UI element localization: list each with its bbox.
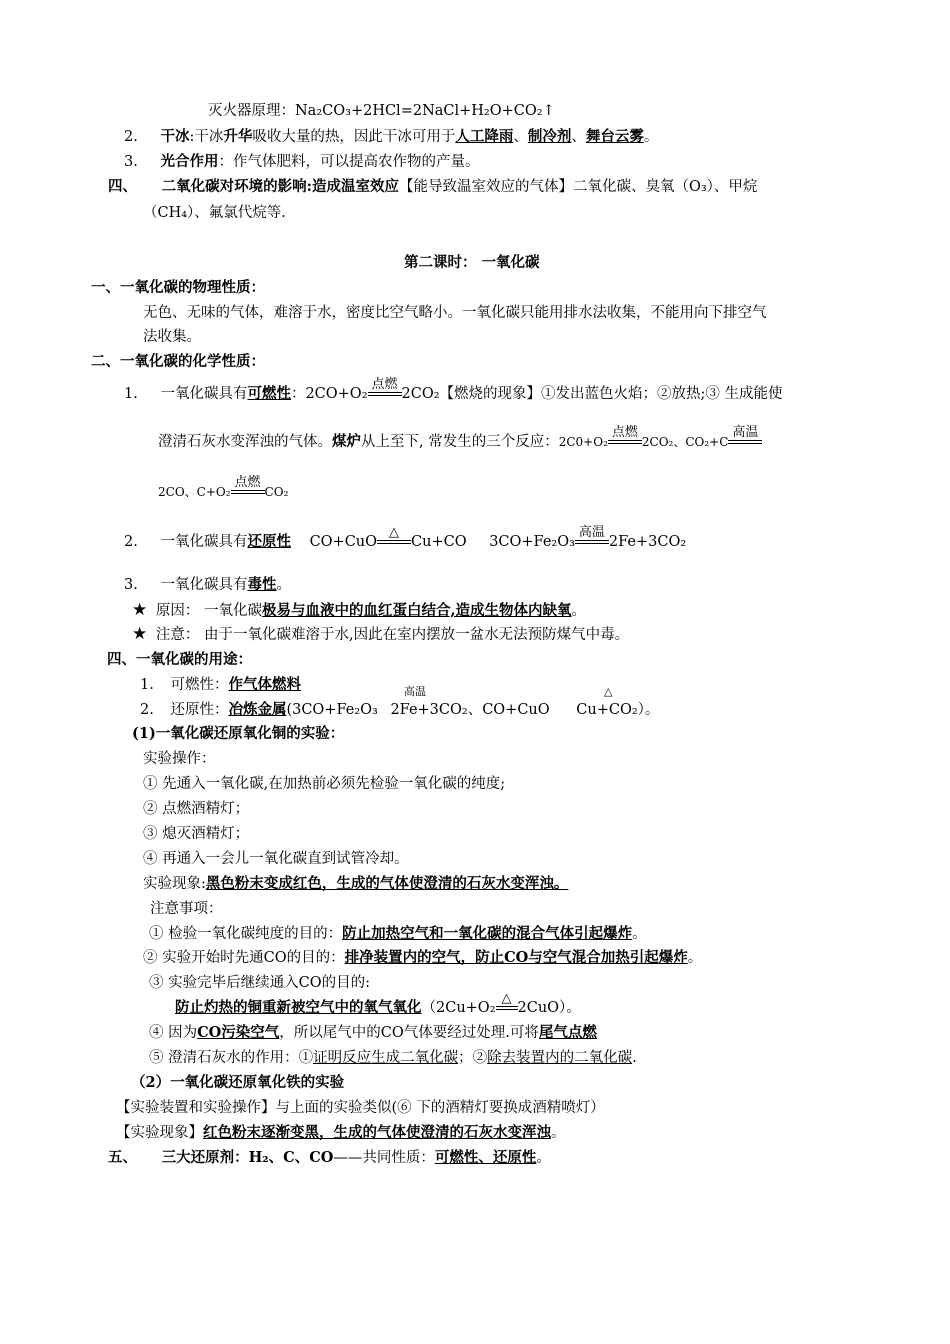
common-properties: 可燃性、还原性: [434, 1149, 537, 1166]
section-physical-heading: 一、一氧化碳的物理性质：: [91, 279, 265, 296]
section-number: 五、: [108, 1149, 137, 1166]
flammability-line: [124, 377, 783, 404]
equation: 2Fe+3CO₂: [608, 534, 687, 550]
text: 注意： 由于一氧化碳难溶于水,因此在室内摆放一盆水无法预防煤气中毒。: [155, 627, 630, 643]
operation-step-2: ② 点燃酒精灯；: [143, 801, 250, 817]
use-metal-line: [140, 700, 659, 720]
text: 从上至下, 常发生的三个反应：: [361, 434, 559, 450]
equation-left: ：2CO+O₂: [290, 386, 368, 402]
equation: 2CuO）。: [517, 1000, 581, 1016]
text: 【实验现象】: [116, 1125, 203, 1141]
item-number: 1.: [124, 386, 138, 402]
text: 【能导致温室效应的气体】二氧化碳、臭氧（O₃）、甲烷: [398, 179, 758, 195]
text: 。: [551, 1125, 566, 1141]
caution-line: [132, 624, 629, 645]
note-5: [149, 1048, 637, 1068]
reason-line: [132, 600, 586, 621]
environment-heading: 二氧化碳对环境的影响:造成温室效应: [161, 178, 399, 195]
equation: 2CO、C+O₂: [158, 485, 231, 499]
operation-heading: 实验操作：: [143, 751, 216, 767]
experiment-2-heading: （2）一氧化碳还原氧化铁的实验: [131, 1074, 345, 1091]
star-icon: ★: [132, 624, 148, 644]
stove-line-cont: [158, 475, 289, 502]
artificial-rain: 人工降雨: [455, 128, 514, 145]
text: .: [632, 1050, 637, 1066]
experiment-1-heading: (1)一氧化碳还原氧化铜的实验：: [132, 725, 345, 742]
heat-condition: [377, 525, 411, 549]
photosynthesis-line: [124, 152, 479, 172]
text: 实验现象:: [143, 876, 206, 892]
text: 一氧化碳具有: [160, 386, 248, 402]
burn-label: 点燃: [234, 475, 261, 490]
text: 。: [643, 129, 659, 145]
heat-label-small: △: [604, 685, 613, 698]
text: 。: [632, 926, 647, 942]
metal-smelting-term: 冶炼金属: [228, 701, 287, 718]
equation: (3CO+Fe₂O₃: [286, 702, 378, 718]
burn-condition: [608, 425, 642, 449]
extinguisher-equation: 灭火器原理：Na₂CO₃+2HCl=2NaCl+H₂O+CO₂↑: [208, 103, 555, 119]
text: 。: [536, 1150, 551, 1166]
item-number: 2.: [124, 129, 138, 145]
equation: Cu+CO₂）。: [576, 702, 660, 718]
text: ④ 因为: [149, 1025, 198, 1041]
environment-line-cont: （CH₄）、氟氯代烷等.: [143, 205, 286, 221]
physical-text-1: 无色、无味的气体，难溶于水，密度比空气略小。一氧化碳只能用排水法收集，不能用向下排空气: [143, 305, 767, 321]
item-number: 1.: [140, 677, 154, 693]
section-chemical-heading: 二、一氧化碳的化学性质：: [91, 353, 265, 370]
physical-text-2: 法收集。: [143, 329, 201, 345]
item-number: 3.: [124, 154, 138, 170]
phenomenon-2-answer: 红色粉末逐渐变黑，生成的气体使澄清的石灰水变浑浊: [203, 1124, 551, 1141]
environment-line: [108, 177, 757, 197]
toxicity-term: 毒性: [247, 576, 277, 593]
reducibility-term: 还原性: [247, 533, 291, 550]
item-number: 2.: [140, 702, 154, 718]
device-line: 【实验装置和实验操作】与上面的实验类似(⑥ 下的酒精灯要换成酒精喷灯）: [116, 1100, 605, 1116]
text: :干冰: [189, 129, 224, 145]
heat-label: △: [389, 525, 400, 540]
note-5-answer-1: 证明反应生成二氧化碳: [313, 1050, 459, 1066]
text: ① 检验一氧化碳纯度的目的：: [149, 926, 343, 942]
use-fuel-line: [140, 675, 301, 695]
text: 一氧化碳具有: [160, 534, 248, 550]
photosynthesis-term: 光合作用: [160, 153, 219, 170]
note-3-answer-line: [175, 991, 581, 1018]
text: 可燃性：: [170, 677, 229, 693]
toxicity-line: [124, 575, 291, 595]
reducers-line: [108, 1148, 551, 1168]
text: 2CO₂【燃烧的现象】①发出蓝色火焰；②放热;③ 生成能使: [401, 386, 783, 402]
text: 澄清石灰水变浑浊的气体。: [158, 434, 332, 450]
text: 。: [571, 603, 587, 619]
reducibility-line: [124, 525, 687, 552]
equation: 2CO₂、CO₂+C: [641, 435, 729, 449]
dry-ice-term: 干冰: [160, 128, 190, 145]
text: ：作气体肥料，可以提高农作物的产量。: [218, 154, 480, 170]
stage-fog: 舞台云雾: [585, 128, 644, 145]
heat-label: △: [501, 991, 512, 1006]
note-3: ③ 实验完毕后继续通入CO的目的:: [149, 975, 370, 991]
note-4: [149, 1023, 597, 1043]
page-title: 第二课时： 一氧化碳: [404, 254, 540, 271]
burn-condition: [231, 475, 265, 499]
item-number: 2.: [124, 534, 138, 550]
item-number: 3.: [124, 577, 138, 593]
text: ——共同性质：: [333, 1150, 435, 1166]
notes-heading: 注意事项：: [150, 901, 223, 917]
equation: （2Cu+O₂: [421, 1000, 496, 1016]
note-1: [149, 924, 647, 944]
text: ② 实验开始时先通CO的目的：: [143, 950, 345, 966]
sublimation-term: 升华: [223, 128, 253, 145]
equation: 3CO+Fe₂O₃: [489, 534, 575, 550]
star-icon: ★: [132, 600, 148, 620]
text: 还原性：: [170, 702, 229, 718]
high-temp-condition: [575, 525, 609, 549]
text: ；②: [458, 1050, 488, 1066]
text: 一氧化碳具有: [160, 577, 248, 593]
operation-step-3: ③ 熄灭酒精灯；: [143, 826, 250, 842]
equation: 2Fe+3CO₂、CO+CuO: [390, 702, 550, 718]
equation: 2C0+O₂: [558, 435, 608, 449]
high-temp-label-small: 高温: [404, 685, 426, 698]
phenomenon-term: 黑色粉末变成红色，生成的气体使澄清的石灰水变浑浊。: [205, 875, 569, 892]
note-5-answer-2: 除去装置内的二氧化碳: [487, 1050, 633, 1066]
flammability-term: 可燃性: [247, 385, 291, 402]
note-3-answer: 防止灼热的铜重新被空气中的氧气氧化: [175, 999, 422, 1016]
fuel-term: 作气体燃料: [228, 676, 301, 693]
text: ⑤ 澄清石灰水的作用：①: [149, 1050, 314, 1066]
reducers-heading: 三大还原剂：H₂、C、CO: [161, 1149, 334, 1166]
note-1-answer: 防止加热空气和一氧化碳的混合气体引起爆炸: [342, 925, 633, 942]
burn-label: 点燃: [371, 377, 398, 392]
text: 、: [571, 129, 586, 145]
equation: Cu+CO: [411, 534, 467, 550]
section-number: 四、: [108, 178, 137, 195]
high-temp-label: 高温: [732, 425, 759, 440]
burn-condition: [368, 377, 402, 401]
equation: CO₂: [264, 485, 289, 499]
phenomenon-2-line: [116, 1123, 566, 1143]
refrigerant: 制冷剂: [527, 128, 572, 145]
note-2: [143, 948, 702, 968]
reason-term: 极易与血液中的血红蛋白结合,造成生物体内缺氧: [261, 602, 572, 619]
section-uses-heading: 四、一氧化碳的用途：: [107, 651, 252, 668]
heat-condition: [496, 991, 518, 1015]
high-temp-condition: [728, 425, 762, 449]
text: 。: [687, 950, 703, 966]
burn-label: 点燃: [611, 425, 638, 440]
dry-ice-line: [124, 127, 658, 147]
text: 吸收大量的热，因此干冰可用于: [252, 129, 456, 145]
phenomenon-line: [143, 874, 568, 894]
operation-step-1: ① 先通入一氧化碳,在加热前必须先检验一氧化碳的纯度;: [143, 776, 506, 792]
text: 。: [276, 577, 291, 593]
operation-step-4: ④ 再通入一会儿一氧化碳直到试管冷却。: [143, 851, 409, 867]
note-2-answer: 排净装置内的空气，防止CO与空气混合加热引起爆炸: [344, 949, 688, 966]
text: 原因： 一氧化碳: [155, 603, 262, 619]
text: 、: [513, 129, 528, 145]
stove-line: [158, 425, 762, 452]
equation: CO+CuO: [309, 534, 378, 550]
text: ，所以尾气中的CO气体要经过处理.可将: [279, 1025, 539, 1041]
note-4-term: CO污染空气: [197, 1024, 280, 1041]
note-4-answer: 尾气点燃: [538, 1024, 597, 1041]
stove-term: 煤炉: [332, 433, 361, 450]
high-temp-label: 高温: [578, 525, 605, 540]
